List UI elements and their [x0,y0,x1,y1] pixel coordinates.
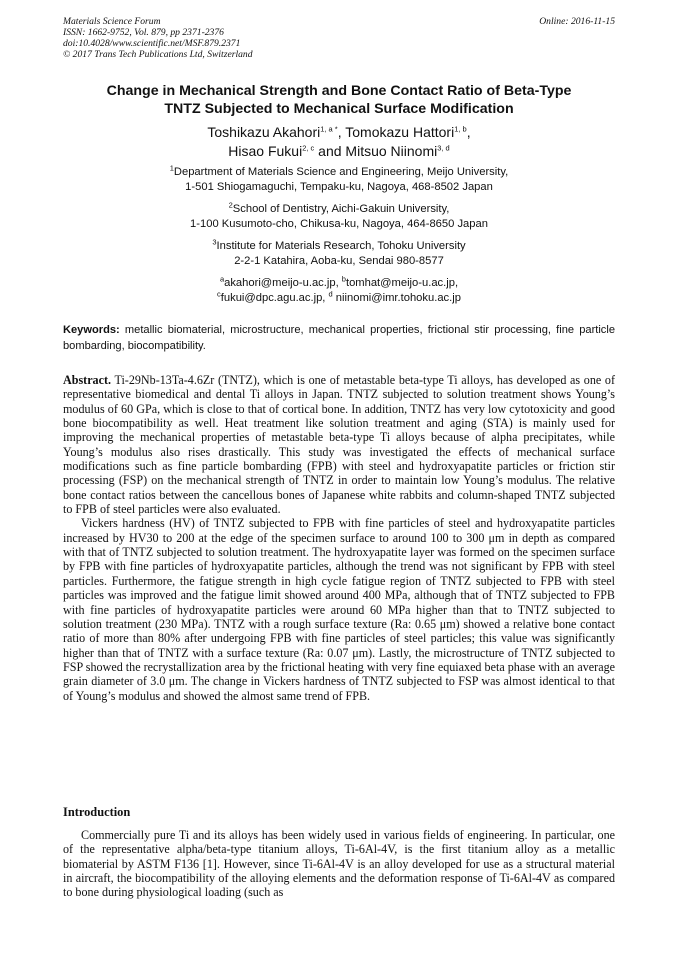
author-name: Toshikazu Akahori [207,124,321,140]
affiliation-list [63,165,615,313]
affil-text: Institute for Materials Research, Tohoku University [216,240,466,252]
journal-header [63,16,253,60]
author-name: Hisao Fukui [228,143,303,159]
keywords-label: Keywords: [63,324,120,336]
abstract-paragraph-2: Vickers hardness (HV) of TNTZ subjected to FPB with fine particles of steel and hydroxyapatite particles increased by HV30 to 200 at the edge of the specimen surface to around 100 to 300 μm in depth as compared with that of TNTZ subjected to solution treatment. The hydroxyapatite layer was formed on the specimen surface by FPB with fine particles of hydroxyapatite particles, although the trend was not significant by FPB with steel particles. Furthermore, the fatigue strength in high cycle fatigue region of TNTZ subjected to FPB with steel particles was improved and the fatigue limit showed around 400 MPa, although that of TNTZ subjected to FPB with fine particles of hydroxyapatite particles were around 60 MPa higher than that to TNTZ subjected to solution treatment (230 MPa). TNTZ with a rough surface texture (Ra: 0.65 μm) showed a relative bone contact ratio of more than 80% after undergoing FPB with fine particles of steel particles; this value was significantly higher than that of TNTZ with a surface texture (Ra: 0.07 μm). Lastly, the microstructure of TNTZ subjected to FSP showed the recrystallization area by the frictional heating with very fine equiaxed beta phase with an average grain diameter of 3.0 μm. The change in Vickers hardness of TNTZ subjected to FSP was almost identical to that of Young’s modulus and showed the almost same trend of FPB. [63,516,615,703]
author-separator: , [337,124,346,140]
abstract-paragraph-1 [63,373,615,516]
email-address[interactable]: tomhat@meijo-u.ac.jp, [345,277,459,289]
abstract-section [63,373,615,703]
author-line-2 [63,142,615,161]
affiliation-3 [63,239,615,269]
author-affil-mark: 3, d [437,143,450,153]
affil-mark: 2 [228,200,233,210]
email-mark: c [217,289,221,299]
online-date: Online: 2016-11-15 [539,16,615,27]
issn-line: ISSN: 1662-9752, Vol. 879, pp 2371-2376 [63,27,224,38]
author-line-1 [63,123,615,142]
abstract-text: Ti-29Nb-13Ta-4.6Zr (TNTZ), which is one of metastable beta-type Ti alloys, has developed as one of representative biomedical and dental Ti alloys in Japan. TNTZ subjected to solution treatment shows Young’s modulus of 60 GPa, which is close to that of cortical bone. In addition, TNTZ has very low cytotoxicity and good bone biocompatibility as well. Heat treatment like solution treatment and aging (STA) is mainly used for improving the mechanical properties of metastable beta-type Ti alloys because of alpha precipitates, while Young’s modulus also rises drastically. This study was investigated the effects of mechanical surface modifications such as fine particle bombarding (FPB) with steel and hydroxyapatite particles or friction stir processing (FSP) on the mechanical strength of TNTZ in order to maintain low Young’s modulus. The relative bone contact ratios between the cancellous bones of Japanese white rabbits and column-shaped TNTZ subjected to FPB of steel particles were also evaluated. [63,373,615,517]
email-mark: d [328,289,333,299]
paper-title [63,82,615,118]
affil-text: 1-501 Shiogamaguchi, Tempaku-ku, Nagoya, 468-8502 Japan [185,181,493,193]
copyright-line: © 2017 Trans Tech Publications Ltd, Switzerland [63,49,253,60]
affil-mark: 1 [169,163,174,173]
affil-text: Department of Materials Science and Engineering, Meijo University, [173,166,509,178]
author-affil-mark: 1, a * [320,124,338,134]
affil-text: 2-2-1 Katahira, Aoba-ku, Sendai 980-8577 [234,255,444,267]
email-address[interactable]: akahori@meijo-u.ac.jp, [224,277,342,289]
author-affil-mark: 1, b [454,124,467,134]
introduction-paragraph: Commercially pure Ti and its alloys has been widely used in various fields of engineering. In particular, one of the representative alpha/beta-type titanium alloys, Ti-6Al-4V, is the first titanium alloy as a metallic biomaterial by ASTM F136 [1]. However, since Ti-6Al-4V is an alloy developed for use as a structural material in aircraft, the biocompatibility of the alloying elements and the deformation response of Ti-6Al-4V as compared to bone during physiological loading (such as [63,828,615,900]
email-mark: b [341,274,346,284]
keywords-text: metallic biomaterial, microstructure, mechanical properties, frictional stir processing, fine particle bombarding, biocompatibility. [63,324,615,352]
author-name: Tomokazu Hattori [345,124,455,140]
keywords-section [63,322,615,354]
affiliation-2 [63,202,615,232]
affil-mark: 3 [212,237,217,247]
title-line-1: Change in Mechanical Strength and Bone Contact Ratio of Beta-Type [106,83,572,99]
affil-text: School of Dentistry, Aichi-Gakuin University, [232,203,450,215]
doi-line: doi:10.4028/www.scientific.net/MSF.879.2371 [63,38,241,49]
email-address[interactable]: fukui@dpc.agu.ac.jp, [220,292,329,304]
email-mark: a [219,274,225,284]
affil-text: 1-100 Kusumoto-cho, Chikusa-ku, Nagoya, 464-8650 Japan [190,218,488,230]
affiliation-1 [63,165,615,195]
abstract-label: Abstract. [63,373,112,387]
author-separator: , [466,124,471,140]
title-line-2: TNTZ Subjected to Mechanical Surface Modification [164,101,514,117]
email-list [63,276,615,306]
author-list [63,123,615,161]
email-address[interactable]: niinomi@imr.tohoku.ac.jp [332,292,461,304]
journal-name: Materials Science Forum [63,16,161,27]
author-affil-mark: 2, c [302,143,315,153]
author-name: and Mitsuo Niinomi [314,143,438,159]
introduction-heading: Introduction [63,805,131,819]
